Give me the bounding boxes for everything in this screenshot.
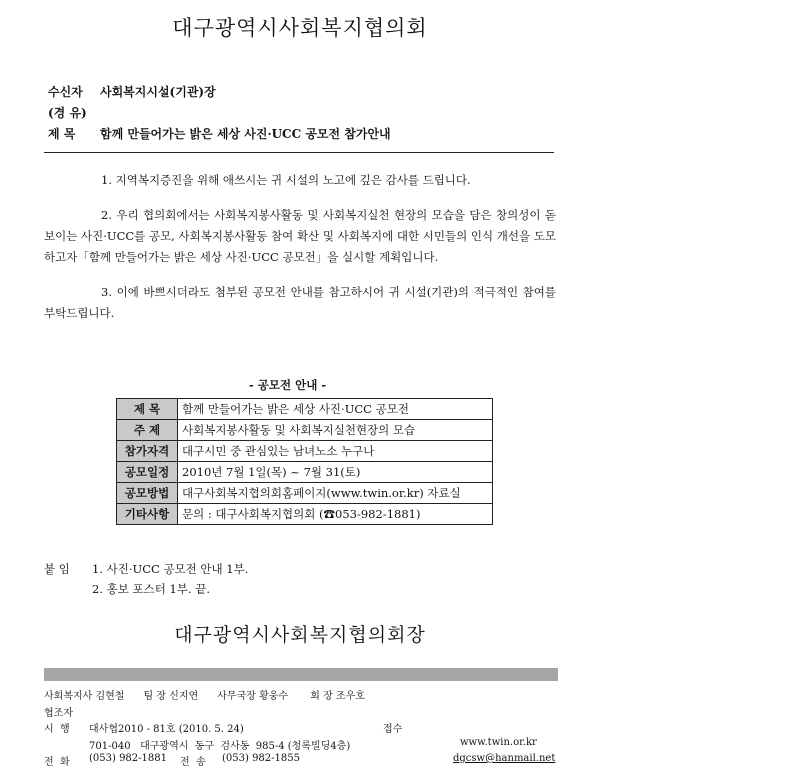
header-divider [44,152,554,153]
contest-section-title: - 공모전 안내 - [249,378,327,392]
subject-label: 제 목 [48,127,76,141]
table-value: 함께 만들어가는 밝은 세상 사진·UCC 공모전 [178,399,493,420]
phone-label: 전 화 [44,757,70,768]
recipient-row [48,83,216,100]
email-link[interactable]: dgcsw@hanmail.net [453,753,556,764]
fax-label: 전 송 [180,757,206,768]
attachment-item-2: 2. 홍보 포스터 1부. 끝. [92,582,210,596]
footer-divider-bar [44,668,558,681]
table-key: 주 제 [117,420,178,441]
table-key: 공모일정 [117,462,178,483]
recipient-label: 수신자 [48,85,83,99]
via-label: (경 유) [48,106,87,120]
paragraph-2: 2. 우리 협의회에서는 사회복지봉사활동 및 사회복지실천 현장의 모습을 담은 창의성이 돋보이는 사진·UCC를 공모, 사회복지봉사활동 참여 확산 및 사회복지에 대한 시민들의 인식 개선을 도모하고자「함께 만들어가는 밝은 세상 사진·UCC 공모전」을 실시할 계획입니다. [44,208,556,264]
table-value: 대구사회복지협의회홈페이지(www.twin.or.kr) 자료실 [178,483,493,504]
table-value: 사회복지봉사활동 및 사회복지실천현장의 모습 [178,420,493,441]
receipt-label: 접수 [383,724,403,735]
phone-value: (053) 982-1881 [89,753,167,764]
attachment-item-1: 1. 사진·UCC 공모전 안내 1부. [92,562,249,576]
contest-info-table [116,398,493,525]
organization-title: 대구광역시사회복지협의회 [172,16,428,40]
exec-value: 대사협2010 - 81호 (2010. 5. 24) [89,724,244,735]
table-value: 2010년 7월 1일(목) ~ 7월 31(토) [178,462,493,483]
body-text [44,170,556,324]
address: 701-040 대구광역시 동구 검사동 985-4 (청록빌딩4층) [89,741,351,752]
signature-title: 대구광역시사회복지협의회장 [174,624,426,646]
subject-row [48,125,391,142]
table-value: 문의 : 대구사회복지협의회 (☎053-982-1881) [178,504,493,525]
table-row [117,420,493,441]
fax-value: (053) 982-1855 [222,753,300,764]
table-key: 제 목 [117,399,178,420]
paragraph-1: 1. 지역복지증진을 위해 애쓰시는 귀 시설의 노고에 깊은 감사를 드립니다. [101,173,471,187]
recipient-value: 사회복지시설(기관)장 [100,85,216,99]
exec-label: 시 행 [44,724,70,735]
paragraph-3: 3. 이에 바쁘시더라도 첨부된 공모전 안내를 참고하시어 귀 시설(기관)의 적극적인 참여를 부탁드립니다. [44,285,556,320]
table-row [117,504,493,525]
website-link[interactable]: www.twin.or.kr [460,737,537,748]
table-key: 공모방법 [117,483,178,504]
table-key: 기타사항 [117,504,178,525]
table-row [117,462,493,483]
table-key: 참가자격 [117,441,178,462]
attachments-label: 붙 임 [44,562,70,576]
table-row [117,399,493,420]
subject-value: 함께 만들어가는 밝은 세상 사진·UCC 공모전 참가안내 [100,127,391,141]
table-row [117,483,493,504]
table-value: 대구시민 중 관심있는 남녀노소 누구나 [178,441,493,462]
cooperator-label: 협조자 [44,708,73,719]
staff-line: 사회복지사 김현철 팀 장 신지연 사무국장 황웅수 회 장 조우호 [44,691,365,702]
table-row [117,441,493,462]
